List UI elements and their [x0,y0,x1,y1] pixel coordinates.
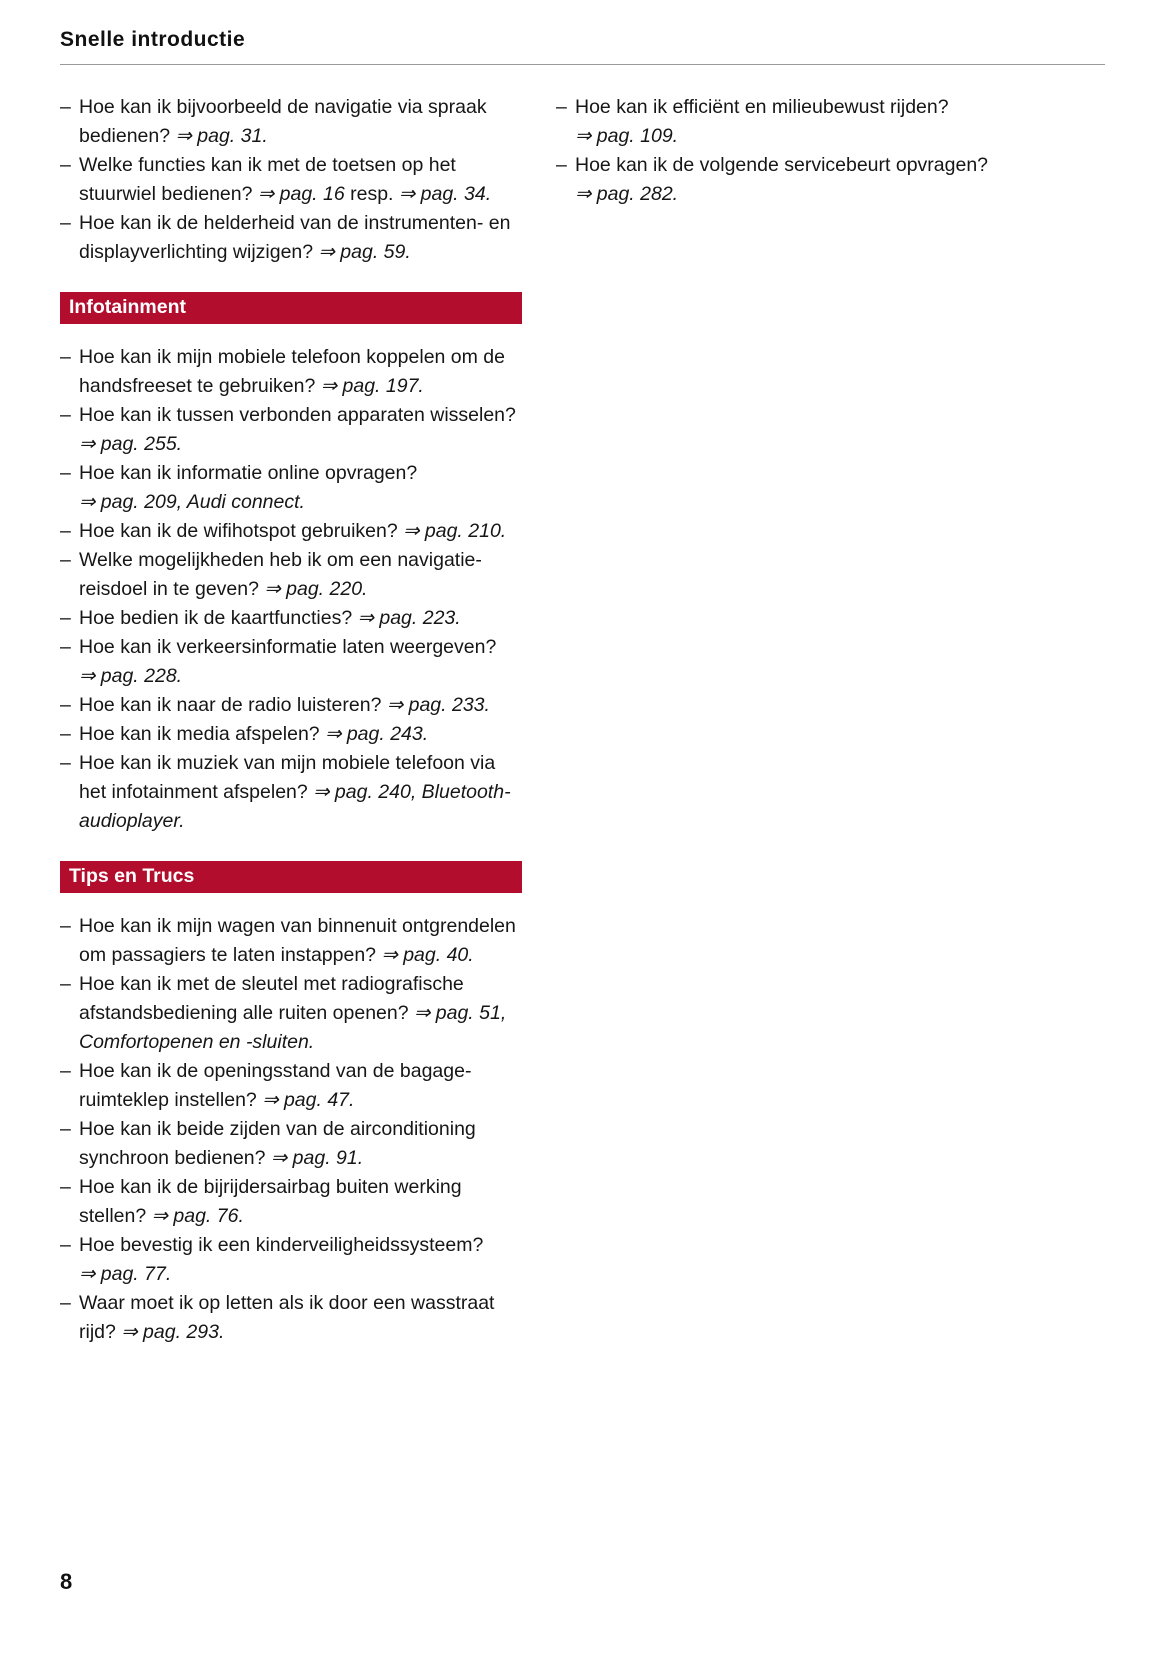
question-phrase: Hoe kan ik verkeersinformatie laten weergeven? [79,636,497,658]
question-phrase: Hoe kan ik bijvoorbeeld de navigatie via spraak bedienen? [79,96,487,147]
question-list [60,93,522,267]
question-text [79,1231,522,1289]
page-reference: ⇒ pag. 40. [381,944,474,966]
page-reference: ⇒ pag. 47. [262,1089,355,1111]
list-item [60,401,522,459]
page-footer [60,1569,72,1595]
page-reference: ⇒ pag. 34. [398,183,492,205]
question-text [79,546,522,604]
page-reference: ⇒ pag. 220. [264,578,368,600]
list-item [60,517,522,546]
list-item [60,1173,522,1231]
list-item [556,93,1018,151]
page-reference: ⇒ pag. 223. [357,607,461,629]
question-phrase: Waar moet ik op letten als ik door een wasstraat rijd? [79,1292,495,1343]
list-item [60,633,522,691]
page-number: 8 [60,1569,73,1594]
item-dash: – [60,549,71,571]
section-banner [60,292,522,324]
question-text [79,93,522,151]
question-phrase: Hoe kan ik de volgende servicebeurt opvragen? [575,154,989,176]
question-text [79,517,522,546]
question-text [79,633,522,691]
question-phrase: Hoe kan ik de openingsstand van de bagageruimteklep instellen? [79,1060,472,1111]
question-text [79,459,522,517]
list-item [60,93,522,151]
page-reference: ⇒ pag. 51, Comfortopenen en -sluiten. [79,1002,507,1053]
item-dash: – [556,96,567,118]
page-reference: ⇒ pag. 210. [403,520,507,542]
item-dash: – [60,1118,71,1140]
question-text [575,151,1018,209]
question-phrase: Hoe kan ik met de sleutel met radiografische afstandsbediening alle ruiten openen? [79,973,464,1024]
question-phrase: resp. [344,183,399,205]
page-reference: ⇒ pag. 16 [257,183,345,205]
question-phrase: Hoe kan ik naar de radio luisteren? [79,694,387,716]
section-banner-label: Infotainment [69,296,186,318]
question-text [79,749,522,836]
page-reference: ⇒ pag. 282. [575,183,679,205]
question-phrase: Hoe kan ik tussen verbonden apparaten wisselen? [79,404,516,426]
page-reference: ⇒ pag. 197. [320,375,424,397]
question-phrase: Hoe kan ik informatie online opvragen? [79,462,418,484]
list-item [556,151,1018,209]
item-dash: – [556,154,567,176]
list-item [60,691,522,720]
item-dash: – [60,96,71,118]
question-phrase: Welke mogelijkheden heb ik om een navigatiereisdoel in te geven? [79,549,482,600]
list-item [60,604,522,633]
question-text [79,209,522,267]
question-text [79,1289,522,1347]
list-item [60,720,522,749]
question-phrase: Hoe kan ik de helderheid van de instrumenten- en displayverlichting wijzigen? [79,212,511,263]
right-column [556,93,1018,1347]
item-dash: – [60,346,71,368]
question-text [79,343,522,401]
page-reference: ⇒ pag. 240, Bluetooth-audioplayer. [79,781,511,832]
question-phrase: Welke functies kan ik met de toetsen op het stuurwiel bedienen? [79,154,456,205]
header-rule [60,64,1105,65]
question-text [79,604,522,633]
list-item [60,1057,522,1115]
item-dash: – [60,1060,71,1082]
question-list [556,93,1018,209]
page-reference: ⇒ pag. 228. [79,665,183,687]
item-dash: – [60,520,71,542]
page-reference: ⇒ pag. 31. [175,125,268,147]
question-text [79,401,522,459]
list-item [60,209,522,267]
page-reference: ⇒ pag. 293. [121,1321,225,1343]
question-phrase: Hoe kan ik beide zijden van de airconditioning synchroon bedienen? [79,1118,476,1169]
question-text [79,151,522,209]
item-dash: – [60,462,71,484]
section-banner [60,861,522,893]
item-dash: – [60,752,71,774]
question-phrase: Hoe kan ik media afspelen? [79,723,326,745]
question-phrase: Hoe kan ik mijn mobiele telefoon koppelen om de handsfreeset te gebruiken? [79,346,506,397]
list-item [60,912,522,970]
page-reference: ⇒ pag. 59. [318,241,411,263]
item-dash: – [60,607,71,629]
question-text [575,93,1018,151]
question-phrase: Hoe kan ik de wifihotspot gebruiken? [79,520,404,542]
item-dash: – [60,1176,71,1198]
item-dash: – [60,1234,71,1256]
question-text [79,720,522,749]
page-reference: ⇒ pag. 255. [79,433,183,455]
list-item [60,1231,522,1289]
item-dash: – [60,723,71,745]
question-phrase: Hoe kan ik de bijrijdersairbag buiten werking stellen? [79,1176,462,1227]
question-text [79,912,522,970]
item-dash: – [60,973,71,995]
list-item [60,1289,522,1347]
page-reference: ⇒ pag. 76. [151,1205,244,1227]
question-text [79,1173,522,1231]
page-reference: ⇒ pag. 77. [79,1263,172,1285]
question-text [79,691,522,720]
page-title: Snelle introductie [60,28,246,51]
question-phrase: Hoe kan ik mijn wagen van binnenuit ontgrendelen om passagiers te laten instappen? [79,915,516,966]
question-phrase: Hoe kan ik efficiënt en milieubewust rijden? [575,96,949,118]
left-column [60,93,522,1347]
page-reference: ⇒ pag. 209, Audi connect. [79,491,305,513]
item-dash: – [60,1292,71,1314]
page-reference: ⇒ pag. 243. [325,723,429,745]
list-item [60,151,522,209]
item-dash: – [60,915,71,937]
list-item [60,459,522,517]
question-list [60,912,522,1347]
item-dash: – [60,404,71,426]
question-text [79,970,522,1057]
item-dash: – [60,636,71,658]
item-dash: – [60,154,71,176]
list-item [60,970,522,1057]
item-dash: – [60,694,71,716]
list-item [60,749,522,836]
question-list [60,343,522,836]
list-item [60,546,522,604]
question-phrase: Hoe bedien ik de kaartfuncties? [79,607,358,629]
question-phrase: Hoe bevestig ik een kinderveiligheidssysteem? [79,1234,484,1256]
question-phrase: Hoe kan ik muziek van mijn mobiele telefoon via het infotainment afspelen? [79,752,496,803]
list-item [60,343,522,401]
page-reference: ⇒ pag. 109. [575,125,679,147]
list-item [60,1115,522,1173]
page-header [60,28,1105,64]
section-banner-label: Tips en Trucs [69,865,195,887]
page-reference: ⇒ pag. 91. [270,1147,364,1169]
question-text [79,1115,522,1173]
question-text [79,1057,522,1115]
page-reference: ⇒ pag. 233. [386,694,490,716]
item-dash: – [60,212,71,234]
content-columns [60,93,1105,1347]
